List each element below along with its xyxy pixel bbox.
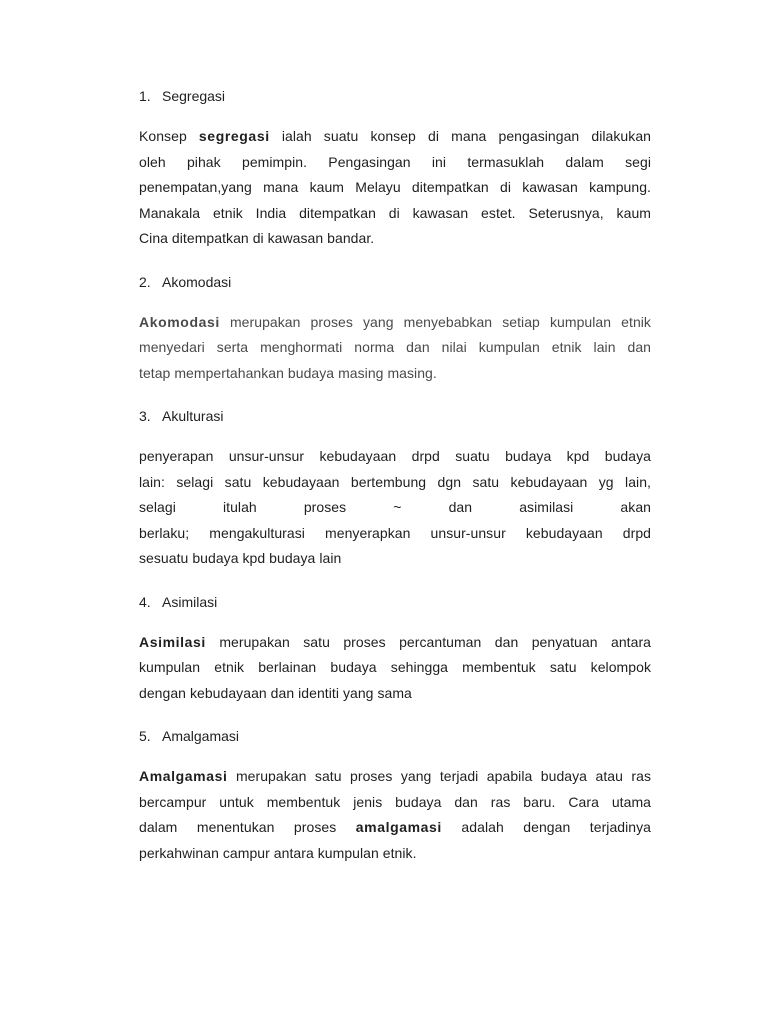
paragraph-line	[139, 310, 651, 336]
text-run: adalah dengan terjadinya	[441, 819, 651, 835]
section-number: 5.	[139, 728, 151, 744]
section-title: Asimilasi	[162, 593, 218, 610]
section-heading	[139, 84, 651, 109]
paragraph-line	[139, 201, 651, 227]
text-run: dalam menentukan proses	[139, 819, 356, 835]
section-heading	[139, 724, 651, 749]
section-heading	[139, 270, 651, 295]
paragraph-line	[139, 790, 651, 816]
section-heading	[139, 590, 651, 615]
paragraph-line	[139, 335, 651, 361]
text-run: Manakala etnik India ditempatkan di kawasan estet. Seterusnya, kaum	[139, 204, 651, 221]
section-title: Amalgamasi	[162, 728, 240, 744]
paragraph-line	[139, 630, 651, 656]
bold-term: Akomodasi	[139, 313, 220, 330]
text-run: perkahwinan campur antara kumpulan etnik.	[139, 844, 417, 861]
text-run: bercampur untuk membentuk jenis budaya dan ras baru. Cara utama	[139, 793, 651, 810]
section-paragraph	[139, 124, 651, 252]
section-number: 1.	[139, 88, 151, 104]
paragraph-line	[139, 546, 651, 572]
text-run: selagi itulah proses ~ dan asimilasi akan	[139, 499, 651, 515]
paragraph-line	[139, 226, 651, 252]
text-run: Cina ditempatkan di kawasan bandar.	[139, 230, 375, 246]
paragraph-line	[139, 841, 651, 867]
section-paragraph	[139, 764, 651, 866]
paragraph-line	[139, 175, 651, 201]
section-heading	[139, 404, 651, 429]
paragraph-line	[139, 150, 651, 176]
text-run: tetap mempertahankan budaya masing masing.	[139, 364, 437, 381]
paragraph-line	[139, 361, 651, 387]
section-title: Akomodasi	[162, 273, 232, 290]
bold-term: segregasi	[198, 128, 270, 144]
paragraph-line	[139, 124, 651, 150]
text-run: merupakan satu proses yang terjadi apabila budaya atau ras	[227, 768, 651, 784]
paragraph-line	[139, 521, 651, 547]
bold-term: Asimilasi	[139, 633, 206, 650]
paragraph-line	[139, 764, 651, 790]
document-page	[139, 84, 651, 884]
text-run: penyerapan unsur-unsur kebudayaan drpd suatu budaya kpd budaya	[139, 448, 651, 464]
text-run: Konsep	[139, 128, 199, 144]
paragraph-line	[139, 444, 651, 470]
text-run: merupakan proses yang menyebabkan setiap kumpulan etnik	[219, 313, 651, 330]
section-title: Akulturasi	[162, 408, 224, 424]
text-run: merupakan satu proses percantuman dan penyatuan antara	[205, 633, 651, 650]
paragraph-line	[139, 655, 651, 681]
paragraph-line	[139, 470, 651, 496]
text-run: kumpulan etnik berlainan budaya sehingga membentuk satu kelompok	[139, 659, 651, 675]
text-run: sesuatu budaya kpd budaya lain	[139, 550, 342, 566]
section-number: 4.	[139, 593, 151, 610]
section-paragraph	[139, 310, 651, 387]
section-paragraph	[139, 444, 651, 572]
paragraph-line	[139, 495, 651, 521]
section-number: 2.	[139, 273, 151, 290]
text-run: berlaku; mengakulturasi menyerapkan unsur-unsur kebudayaan drpd	[139, 524, 651, 541]
paragraph-line	[139, 681, 651, 707]
section-paragraph	[139, 630, 651, 707]
bold-term: amalgamasi	[355, 819, 442, 835]
text-run: ialah suatu konsep di mana pengasingan dilakukan	[269, 128, 651, 144]
text-run: dengan kebudayaan dan identiti yang sama	[139, 684, 412, 701]
text-run: menyedari serta menghormati norma dan nilai kumpulan etnik lain dan	[139, 339, 651, 355]
bold-term: Amalgamasi	[139, 768, 228, 784]
text-run: penempatan,yang mana kaum Melayu ditempatkan di kawasan kampung.	[139, 179, 651, 195]
section-number: 3.	[139, 408, 151, 424]
section-title: Segregasi	[162, 88, 226, 104]
text-run: lain: selagi satu kebudayaan bertembung dgn satu kebudayaan yg lain,	[139, 473, 651, 490]
text-run: oleh pihak pemimpin. Pengasingan ini termasuklah dalam segi	[139, 153, 651, 170]
paragraph-line	[139, 815, 651, 841]
